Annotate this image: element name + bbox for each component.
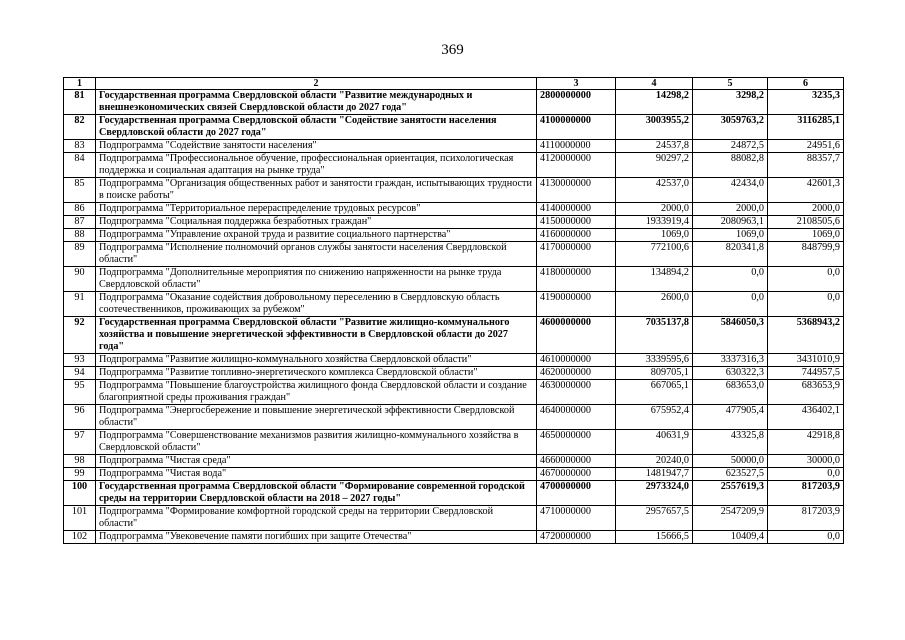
amount-year-3-cell: 817203,9 — [768, 506, 844, 531]
program-code-cell: 4660000000 — [537, 455, 616, 468]
amount-year-3-cell: 5368943,2 — [768, 317, 844, 354]
amount-year-1-cell: 2000,0 — [616, 203, 693, 216]
table-row — [64, 153, 844, 178]
program-code-cell: 4170000000 — [537, 242, 616, 267]
amount-year-1-cell: 667065,1 — [616, 380, 693, 405]
amount-year-1-cell: 675952,4 — [616, 405, 693, 430]
row-number-cell: 97 — [64, 430, 96, 455]
table-row — [64, 380, 844, 405]
amount-year-1-cell: 42537,0 — [616, 178, 693, 203]
program-name-cell: Подпрограмма "Повышение благоустройства жилищного фонда Свердловской области и создание благоприятной среды проживания граждан" — [96, 380, 537, 405]
program-code-cell: 4120000000 — [537, 153, 616, 178]
amount-year-2-cell: 683653,0 — [693, 380, 768, 405]
table-row — [64, 430, 844, 455]
row-number-cell: 101 — [64, 506, 96, 531]
amount-year-2-cell: 3298,2 — [693, 90, 768, 115]
row-number-cell: 89 — [64, 242, 96, 267]
program-name-cell: Подпрограмма "Совершенствование механизмов развития жилищно-коммунального хозяйства в Свердловской области" — [96, 430, 537, 455]
amount-year-3-cell: 848799,9 — [768, 242, 844, 267]
table-row — [64, 317, 844, 354]
amount-year-1-cell: 14298,2 — [616, 90, 693, 115]
program-code-cell: 4630000000 — [537, 380, 616, 405]
program-name-cell: Подпрограмма "Профессиональное обучение, профессиональная ориентация, психологическая поддержка и социальная адаптация на рынке труда" — [96, 153, 537, 178]
amount-year-1-cell: 2973324,0 — [616, 481, 693, 506]
amount-year-3-cell: 0,0 — [768, 267, 844, 292]
amount-year-2-cell: 3059763,2 — [693, 115, 768, 140]
row-number-cell: 87 — [64, 216, 96, 229]
amount-year-1-cell: 1933919,4 — [616, 216, 693, 229]
row-number-cell: 100 — [64, 481, 96, 506]
row-number-cell: 84 — [64, 153, 96, 178]
amount-year-1-cell: 134894,2 — [616, 267, 693, 292]
table-row — [64, 216, 844, 229]
amount-year-1-cell: 809705,1 — [616, 367, 693, 380]
row-number-cell: 96 — [64, 405, 96, 430]
program-name-cell: Подпрограмма "Энергосбережение и повышение энергетической эффективности Свердловской области" — [96, 405, 537, 430]
amount-year-3-cell: 744957,5 — [768, 367, 844, 380]
program-code-cell: 4130000000 — [537, 178, 616, 203]
program-name-cell: Государственная программа Свердловской области "Формирование современной городской среды на территории Свердловской области на 2018 – 2027 годы" — [96, 481, 537, 506]
row-number-cell: 92 — [64, 317, 96, 354]
table-row — [64, 354, 844, 367]
amount-year-1-cell: 90297,2 — [616, 153, 693, 178]
amount-year-2-cell: 2547209,9 — [693, 506, 768, 531]
program-name-cell: Подпрограмма "Развитие жилищно-коммунального хозяйства Свердловской области" — [96, 354, 537, 367]
amount-year-1-cell: 3339595,6 — [616, 354, 693, 367]
amount-year-3-cell: 3235,3 — [768, 90, 844, 115]
program-code-cell: 4180000000 — [537, 267, 616, 292]
amount-year-3-cell: 88357,7 — [768, 153, 844, 178]
amount-year-2-cell: 42434,0 — [693, 178, 768, 203]
amount-year-2-cell: 50000,0 — [693, 455, 768, 468]
row-number-cell: 85 — [64, 178, 96, 203]
program-name-cell: Подпрограмма "Формирование комфортной городской среды на территории Свердловской области" — [96, 506, 537, 531]
amount-year-3-cell: 817203,9 — [768, 481, 844, 506]
amount-year-1-cell: 7035137,8 — [616, 317, 693, 354]
table-header-row — [64, 78, 844, 90]
amount-year-2-cell: 43325,8 — [693, 430, 768, 455]
program-code-cell: 4640000000 — [537, 405, 616, 430]
amount-year-2-cell: 2080963,1 — [693, 216, 768, 229]
amount-year-3-cell: 683653,9 — [768, 380, 844, 405]
row-number-cell: 91 — [64, 292, 96, 317]
row-number-cell: 98 — [64, 455, 96, 468]
amount-year-2-cell: 630322,3 — [693, 367, 768, 380]
amount-year-2-cell: 2000,0 — [693, 203, 768, 216]
program-name-cell: Подпрограмма "Чистая среда" — [96, 455, 537, 468]
amount-year-3-cell: 42601,3 — [768, 178, 844, 203]
row-number-cell: 93 — [64, 354, 96, 367]
amount-year-2-cell: 10409,4 — [693, 531, 768, 544]
amount-year-1-cell: 2600,0 — [616, 292, 693, 317]
table-row — [64, 115, 844, 140]
program-name-cell: Подпрограмма "Социальная поддержка безработных граждан" — [96, 216, 537, 229]
program-code-cell: 4710000000 — [537, 506, 616, 531]
table-row — [64, 90, 844, 115]
page-number: 369 — [441, 42, 464, 58]
amount-year-1-cell: 20240,0 — [616, 455, 693, 468]
amount-year-3-cell: 42918,8 — [768, 430, 844, 455]
program-name-cell: Государственная программа Свердловской области "Развитие международных и внешнеэкономических связей Свердловской области до 2027 года" — [96, 90, 537, 115]
program-name-cell: Подпрограмма "Развитие топливно-энергетического комплекса Свердловской области" — [96, 367, 537, 380]
amount-year-3-cell: 2108505,6 — [768, 216, 844, 229]
program-code-cell: 4140000000 — [537, 203, 616, 216]
program-name-cell: Подпрограмма "Увековечение памяти погибших при защите Отечества" — [96, 531, 537, 544]
amount-year-1-cell: 1481947,7 — [616, 468, 693, 481]
amount-year-2-cell: 0,0 — [693, 267, 768, 292]
amount-year-1-cell: 2957657,5 — [616, 506, 693, 531]
amount-year-1-cell: 1069,0 — [616, 229, 693, 242]
table-row — [64, 405, 844, 430]
program-name-cell: Подпрограмма "Дополнительные мероприятия по снижению напряженности на рынке труда Свердловской области" — [96, 267, 537, 292]
amount-year-2-cell: 623527,5 — [693, 468, 768, 481]
program-name-cell: Подпрограмма "Управление охраной труда и развитие социального партнерства" — [96, 229, 537, 242]
amount-year-1-cell: 772100,6 — [616, 242, 693, 267]
table-body — [64, 90, 844, 544]
table-row — [64, 178, 844, 203]
amount-year-3-cell: 3431010,9 — [768, 354, 844, 367]
program-name-cell: Государственная программа Свердловской области "Развитие жилищно-коммунального хозяйства и повышение энергетической эффективности в Свердловской области до 2027 года" — [96, 317, 537, 354]
program-code-cell: 4150000000 — [537, 216, 616, 229]
table-row — [64, 292, 844, 317]
amount-year-2-cell: 820341,8 — [693, 242, 768, 267]
amount-year-3-cell: 1069,0 — [768, 229, 844, 242]
program-code-cell: 2800000000 — [537, 90, 616, 115]
table-row — [64, 242, 844, 267]
table-row — [64, 506, 844, 531]
table-row — [64, 140, 844, 153]
amount-year-1-cell: 40631,9 — [616, 430, 693, 455]
program-code-cell: 4160000000 — [537, 229, 616, 242]
program-code-cell: 4610000000 — [537, 354, 616, 367]
program-code-cell: 4600000000 — [537, 317, 616, 354]
amount-year-2-cell: 24872,5 — [693, 140, 768, 153]
amount-year-1-cell: 24537,8 — [616, 140, 693, 153]
column-header: 5 — [693, 78, 768, 90]
column-header: 2 — [96, 78, 537, 90]
budget-table — [63, 77, 844, 544]
program-code-cell: 4700000000 — [537, 481, 616, 506]
row-number-cell: 88 — [64, 229, 96, 242]
row-number-cell: 90 — [64, 267, 96, 292]
column-header: 1 — [64, 78, 96, 90]
column-header: 4 — [616, 78, 693, 90]
program-code-cell: 4110000000 — [537, 140, 616, 153]
table-row — [64, 455, 844, 468]
table-row — [64, 203, 844, 216]
amount-year-3-cell: 0,0 — [768, 292, 844, 317]
amount-year-1-cell: 3003955,2 — [616, 115, 693, 140]
amount-year-2-cell: 477905,4 — [693, 405, 768, 430]
table-row — [64, 468, 844, 481]
amount-year-3-cell: 436402,1 — [768, 405, 844, 430]
column-header: 3 — [537, 78, 616, 90]
program-name-cell: Государственная программа Свердловской области "Содействие занятости населения Свердловской области до 2027 года" — [96, 115, 537, 140]
amount-year-2-cell: 3337316,3 — [693, 354, 768, 367]
amount-year-3-cell: 0,0 — [768, 531, 844, 544]
amount-year-3-cell: 2000,0 — [768, 203, 844, 216]
program-code-cell: 4670000000 — [537, 468, 616, 481]
program-code-cell: 4650000000 — [537, 430, 616, 455]
amount-year-2-cell: 2557619,3 — [693, 481, 768, 506]
row-number-cell: 81 — [64, 90, 96, 115]
column-header: 6 — [768, 78, 844, 90]
program-name-cell: Подпрограмма "Исполнение полномочий органов службы занятости населения Свердловской области" — [96, 242, 537, 267]
table-row — [64, 229, 844, 242]
program-code-cell: 4100000000 — [537, 115, 616, 140]
amount-year-2-cell: 88082,8 — [693, 153, 768, 178]
program-name-cell: Подпрограмма "Оказание содействия добровольному переселению в Свердловскую область соотечественников, проживающих за рубежом" — [96, 292, 537, 317]
program-name-cell: Подпрограмма "Содействие занятости населения" — [96, 140, 537, 153]
row-number-cell: 99 — [64, 468, 96, 481]
amount-year-3-cell: 30000,0 — [768, 455, 844, 468]
program-code-cell: 4190000000 — [537, 292, 616, 317]
row-number-cell: 94 — [64, 367, 96, 380]
amount-year-1-cell: 15666,5 — [616, 531, 693, 544]
row-number-cell: 83 — [64, 140, 96, 153]
table-row — [64, 367, 844, 380]
table-row — [64, 531, 844, 544]
table-row — [64, 267, 844, 292]
row-number-cell: 95 — [64, 380, 96, 405]
program-code-cell: 4620000000 — [537, 367, 616, 380]
program-name-cell: Подпрограмма "Организация общественных работ и занятости граждан, испытывающих трудности в поиске работы" — [96, 178, 537, 203]
amount-year-3-cell: 24951,6 — [768, 140, 844, 153]
program-name-cell: Подпрограмма "Чистая вода" — [96, 468, 537, 481]
table-row — [64, 481, 844, 506]
amount-year-2-cell: 0,0 — [693, 292, 768, 317]
program-name-cell: Подпрограмма "Территориальное перераспределение трудовых ресурсов" — [96, 203, 537, 216]
amount-year-3-cell: 0,0 — [768, 468, 844, 481]
row-number-cell: 82 — [64, 115, 96, 140]
row-number-cell: 86 — [64, 203, 96, 216]
amount-year-2-cell: 5846050,3 — [693, 317, 768, 354]
amount-year-3-cell: 3116285,1 — [768, 115, 844, 140]
row-number-cell: 102 — [64, 531, 96, 544]
amount-year-2-cell: 1069,0 — [693, 229, 768, 242]
program-code-cell: 4720000000 — [537, 531, 616, 544]
